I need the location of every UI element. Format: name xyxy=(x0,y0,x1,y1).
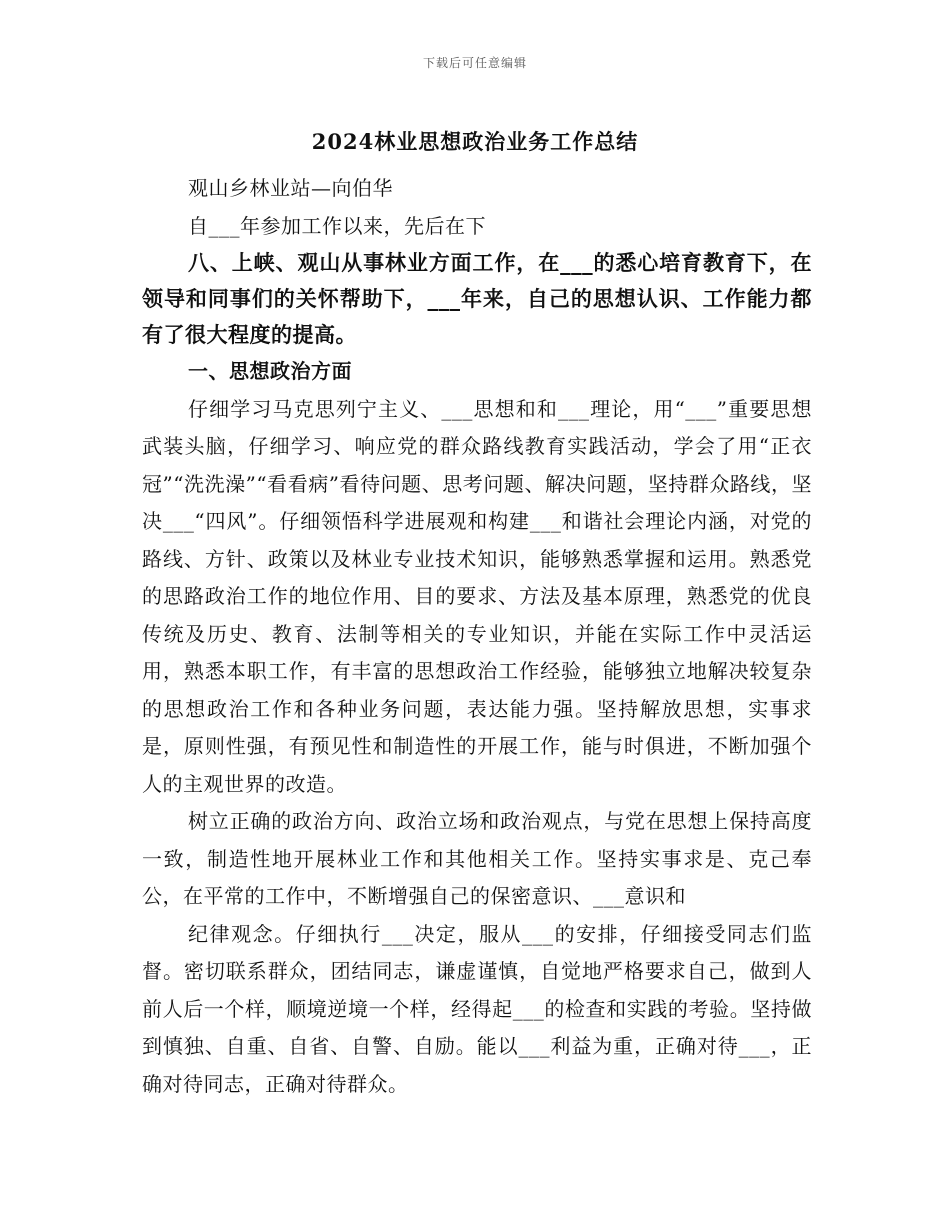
paragraph-discipline: 纪律观念。仔细执行___决定，服从___的安排，仔细接受同志们监督。密切联系群众，团结同志，谦虚谨慎，自觉地严格要求自己，做到人前人后一个样，顺境逆境一个样，经得起___的检查和实践的考验。坚持做到慎独、自重、自省、自警、自励。能以___利益为重，正确对待___，正确对待同志，正确对待群众。 xyxy=(142,921,812,1096)
author-line: 观山乡林业站—向伯华 xyxy=(188,176,393,200)
paragraph-political-direction: 树立正确的政治方向、政治立场和政治观点，与党在思想上保持高度一致，制造性地开展林业工作和其他相关工作。坚持实事求是、克己奉公，在平常的工作中，不断增强自己的保密意识、___意识和 xyxy=(142,809,812,908)
document-body xyxy=(142,170,812,1103)
page-header-note: 下载后可任意编辑 xyxy=(422,56,527,70)
paragraph-political-study: 仔细学习马克思列宁主义、___思想和和___理论，用“___”重要思想武装头脑，仔细学习、响应党的群众路线教育实践活动，学会了用“正衣冠”“洗洗澡”“看看病”看待问题、思考问题、解决问题，坚持群众路线，坚决___“四风”。仔细领悟科学进展观和构建___和谐社会理论内涵，对党的路线、方针、政策以及林业专业技术知识，能够熟悉掌握和运用。熟悉党的思路政治工作的地位作用、目的要求、方法及基本原理，熟悉党的优良传统及历史、教育、法制等相关的专业知识，并能在实际工作中灵活运用，熟悉本职工作，有丰富的思想政治工作经验，能够独立地解决较复杂的思想政治工作和各种业务问题，表达能力强。坚持解放思想，实事求是，原则性强，有预见性和制造性的开展工作，能与时俱进，不断加强个人的主观世界的改造。 xyxy=(142,396,812,796)
document-title: 2024林业思想政治业务工作总结 xyxy=(311,129,639,154)
section-heading: 一、思想政治方面 xyxy=(188,359,352,383)
paragraph-intro-start: 自___年参加工作以来，先后在下 xyxy=(188,213,486,238)
paragraph-intro-bold: 八、上峡、观山从事林业方面工作，在___的悉心培育教育下，在领导和同事们的关怀帮助下，___年来，自己的思想认识、工作能力都有了很大程度的提高。 xyxy=(142,250,812,347)
